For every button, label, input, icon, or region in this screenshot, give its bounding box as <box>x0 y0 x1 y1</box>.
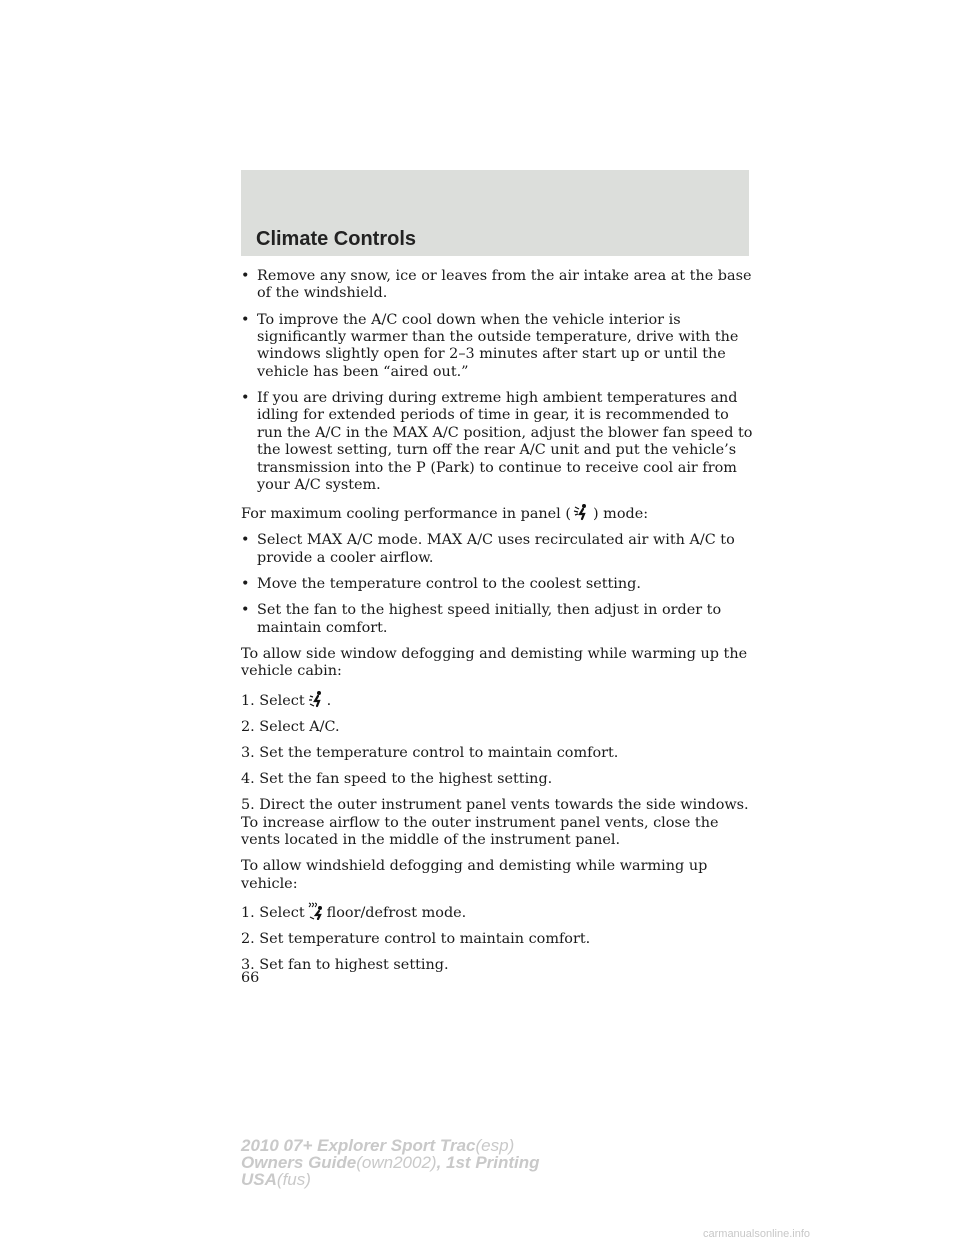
footer-guide-code: (own2002) <box>356 1153 437 1172</box>
panel-intro-text: For maximum cooling performance in panel ( <box>241 506 571 523</box>
bullet-icon: • <box>241 390 250 407</box>
panel-vent-icon <box>573 503 591 521</box>
windshield-step-1 <box>241 902 756 922</box>
side-step: 4. Set the fan speed to the highest setting. <box>241 771 553 788</box>
footer-line-1 <box>241 1137 540 1154</box>
side-step: 2. Select A/C. <box>241 718 340 735</box>
side-window-intro: To allow side window defogging and demisting while warming up the vehicle cabin: <box>241 645 748 680</box>
print-footer <box>241 1137 540 1188</box>
floor-defrost-icon <box>307 902 325 920</box>
footer-line-3 <box>241 1171 540 1188</box>
windshield-step: 2. Set temperature control to maintain comfort. <box>241 931 591 948</box>
footer-model-code: (esp) <box>475 1136 515 1155</box>
side-step: 3. Set the temperature control to maintain comfort. <box>241 744 619 761</box>
list-item <box>241 602 756 637</box>
list-item <box>241 532 756 567</box>
footer-printing: , 1st Printing <box>436 1153 540 1172</box>
bullet-icon: • <box>241 602 250 619</box>
list-item-text: Select MAX A/C mode. MAX A/C uses recirculated air with A/C to provide a cooler airflow. <box>257 532 735 566</box>
panel-intro-tail: ) mode: <box>592 506 649 523</box>
list-item-text: Move the temperature control to the coolest setting. <box>257 576 641 593</box>
list-item-text: To improve the A/C cool down when the vehicle interior is significantly warmer than the outside temperature, drive with the windows slightly open for 2–3 minutes after start up or until the vehicle has been “aired out.” <box>257 311 739 380</box>
windshield-step: 3. Set fan to highest setting. <box>241 957 449 974</box>
bullet-icon: • <box>241 576 250 593</box>
side-step-1 <box>241 690 756 710</box>
step-text: 1. Select <box>241 692 305 709</box>
page-number: 66 <box>241 970 260 986</box>
list-item-text: Remove any snow, ice or leaves from the air intake area at the base of the windshield. <box>257 268 752 302</box>
footer-line-2 <box>241 1154 540 1171</box>
bullet-icon: • <box>241 311 250 328</box>
step-text-tail: floor/defrost mode. <box>326 904 467 921</box>
list-item <box>241 312 756 382</box>
bullet-icon: • <box>241 268 250 284</box>
footer-market-code: (fus) <box>276 1170 311 1189</box>
windshield-intro: To allow windshield defogging and demisting while warming up vehicle: <box>241 858 708 892</box>
footer-market: USA <box>241 1170 277 1189</box>
page-content <box>241 268 756 984</box>
step-text: 1. Select <box>241 904 305 921</box>
footer-guide: Owners Guide <box>241 1153 357 1172</box>
list-item <box>241 268 756 303</box>
section-title: Climate Controls <box>256 228 417 250</box>
step-text-tail: . <box>326 692 332 709</box>
list-item <box>241 576 756 593</box>
list-item <box>241 390 756 494</box>
panel-mode-intro <box>241 503 756 523</box>
watermark-link[interactable]: carmanualsonline.info <box>703 1228 811 1240</box>
side-step: 5. Direct the outer instrument panel vents towards the side windows. To increase airflow to the outer instrument panel vents, close the vents located in the middle of the instrument panel. <box>241 797 749 849</box>
footer-model: 2010 07+ Explorer Sport Trac <box>241 1136 476 1155</box>
bullet-icon: • <box>241 532 250 549</box>
list-item-text: Set the fan to the highest speed initially, then adjust in order to maintain comfort. <box>257 602 722 636</box>
panel-floor-icon <box>307 690 325 708</box>
list-item-text: If you are driving during extreme high ambient temperatures and idling for extended periods of time in gear, it is recommended to run the A/C in the MAX A/C position, adjust the blower fan speed to the lowest setting, turn off the rear A/C unit and put the vehicle’s transmission into the P (Park) to continue to receive cool air from your A/C system. <box>257 390 753 494</box>
